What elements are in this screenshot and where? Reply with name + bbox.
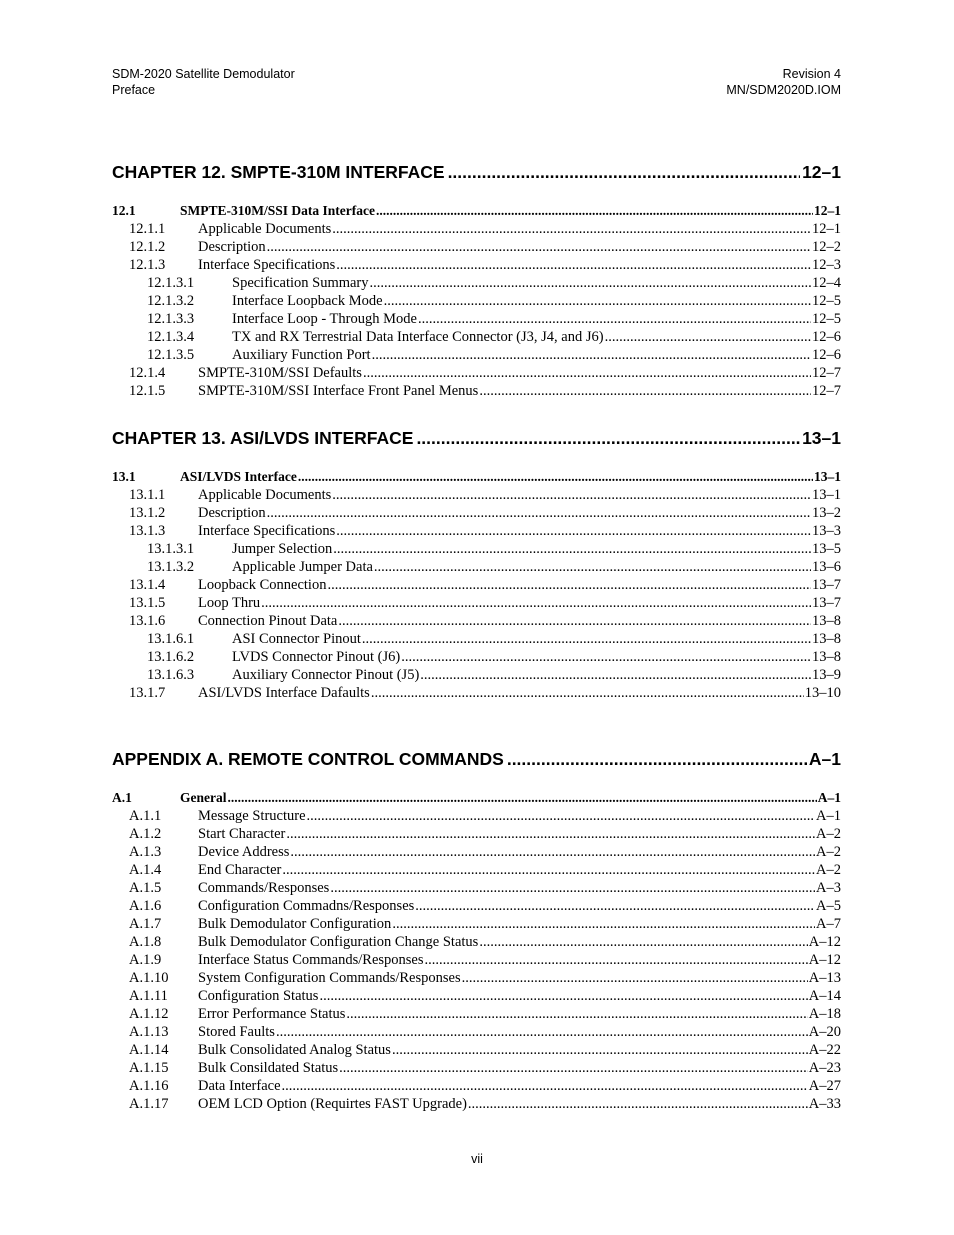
toc-entry-title: Bulk Demodulator Configuration: [198, 916, 392, 932]
toc-entry-page: A–14: [808, 988, 841, 1004]
dot-leader: [267, 504, 811, 522]
toc-entry-title: Device Address: [198, 844, 290, 860]
toc-entry-number: 13.1.6.1: [147, 631, 195, 647]
toc-entry-title: Message Structure: [198, 808, 306, 824]
dot-leader: [338, 612, 811, 630]
dot-leader: [468, 1095, 808, 1113]
dot-leader: [282, 861, 815, 879]
dot-leader: [336, 256, 811, 274]
toc-entry-title: SMPTE-310M/SSI Data Interface: [180, 203, 375, 218]
toc-entry-page: A–18: [808, 1006, 841, 1022]
toc-entry-page: A–1: [817, 790, 841, 805]
header-left: [112, 66, 295, 98]
toc-entry-page: A–2: [816, 862, 841, 878]
toc-entry-title: Description: [198, 239, 266, 255]
toc-entry-page: A–23: [808, 1060, 841, 1076]
toc-entry-title: Applicable Documents: [198, 487, 332, 503]
toc-entry-number: 13.1.1: [129, 487, 166, 503]
toc-entry[interactable]: [112, 382, 841, 400]
toc-entry[interactable]: [112, 666, 841, 684]
toc-entry-number: A.1.10: [129, 970, 169, 986]
toc-entry-title: ASI/LVDS Interface Dafaults: [198, 685, 370, 701]
toc-entry-page: A–13: [808, 970, 841, 986]
dot-leader: [392, 1041, 808, 1059]
toc-entry[interactable]: [112, 1023, 841, 1041]
toc-entry-number: 13.1.6: [129, 613, 166, 629]
toc-entry-page: A–27: [808, 1078, 841, 1094]
dot-leader: [276, 1023, 808, 1041]
toc-entry-number: A.1.15: [129, 1060, 169, 1076]
dot-leader: [346, 1005, 807, 1023]
dot-leader: [282, 1077, 808, 1095]
toc-entry-number: 12.1.4: [129, 365, 166, 381]
toc-entry-title: ASI Connector Pinout: [232, 631, 361, 647]
chapter-page: 13–1: [802, 428, 841, 448]
toc-entry[interactable]: [112, 292, 841, 310]
toc-entry-number: A.1.9: [129, 952, 162, 968]
toc-entry-number: 13.1.5: [129, 595, 166, 611]
toc-entry-title: Specification Summary: [232, 275, 369, 291]
chapter-page: 12–1: [802, 162, 841, 182]
appendix-heading-a[interactable]: [112, 748, 841, 770]
toc-entry-title: Applicable Jumper Data: [232, 559, 373, 575]
toc-entry[interactable]: [112, 861, 841, 879]
toc-entry-number: A.1.5: [129, 880, 162, 896]
toc-entry[interactable]: [112, 843, 841, 861]
dot-leader: [363, 364, 811, 382]
toc-entry-number: A.1.8: [129, 934, 162, 950]
dot-leader: [332, 486, 811, 504]
toc-entry-page: 12–3: [812, 257, 841, 273]
toc-entry[interactable]: [112, 364, 841, 382]
toc-entry[interactable]: [112, 238, 841, 256]
toc-entry-page: 12–2: [812, 239, 841, 255]
chapter-heading-13[interactable]: [112, 427, 841, 449]
header-right: [726, 66, 841, 98]
toc-entry-page: A–12: [808, 952, 841, 968]
dot-leader: [286, 825, 815, 843]
toc-entry-number: 13.1.4: [129, 577, 166, 593]
toc-entry-page: 13–1: [812, 487, 841, 503]
dot-leader: [298, 468, 813, 486]
toc-entry-page: 13–6: [812, 559, 841, 575]
dot-leader: [261, 594, 811, 612]
toc-entry[interactable]: [112, 486, 841, 504]
toc-entry-page: 13–9: [812, 667, 841, 683]
toc-entry-number: 12.1: [112, 203, 136, 218]
dot-leader: [415, 897, 815, 915]
dot-leader: [462, 969, 808, 987]
toc-entry-title: ASI/LVDS Interface: [180, 469, 297, 484]
toc-entry-title: Description: [198, 505, 266, 521]
toc-entry-number: 12.1.3.4: [147, 329, 195, 345]
dot-leader: [425, 951, 808, 969]
toc-entry-number: 12.1.1: [129, 221, 166, 237]
toc-entry-number: 13.1.3: [129, 523, 166, 539]
chapter-title: CHAPTER 12. SMPTE-310M INTERFACE: [112, 162, 445, 182]
dot-leader: [336, 522, 811, 540]
toc-entry[interactable]: [112, 504, 841, 522]
toc-entry[interactable]: [112, 540, 841, 558]
toc-entry-title: Stored Faults: [198, 1024, 275, 1040]
toc-entry-page: A–5: [816, 898, 841, 914]
toc-entry[interactable]: [112, 220, 841, 238]
toc-entry-number: A.1.4: [129, 862, 162, 878]
toc-entry-number: 12.1.3: [129, 257, 166, 273]
toc-entry-title: Connection Pinout Data: [198, 613, 338, 629]
toc-entry[interactable]: [112, 594, 841, 612]
toc-entry-number: A.1.7: [129, 916, 162, 932]
toc-entry[interactable]: [112, 684, 841, 702]
toc-entry-title: Commands/Responses: [198, 880, 330, 896]
dot-leader: [401, 648, 811, 666]
toc-entry-page: 13–7: [812, 577, 841, 593]
toc-entry-number: A.1.13: [129, 1024, 169, 1040]
toc-entry-title: Interface Specifications: [198, 523, 336, 539]
dot-leader: [384, 292, 811, 310]
toc-entry[interactable]: [112, 346, 841, 364]
toc-entry-title: OEM LCD Option (Requirtes FAST Upgrade): [198, 1096, 467, 1112]
toc-entry-number: 13.1.7: [129, 685, 166, 701]
toc-entry[interactable]: [112, 202, 841, 220]
toc-entry-number: A.1.12: [129, 1006, 169, 1022]
toc-entry[interactable]: [112, 825, 841, 843]
toc-entry-number: A.1.16: [129, 1078, 169, 1094]
dot-leader: [307, 807, 816, 825]
toc-entry-number: 13.1.2: [129, 505, 166, 521]
toc-entry-number: A.1.3: [129, 844, 162, 860]
dot-leader: [372, 346, 811, 364]
toc-entry[interactable]: [112, 897, 841, 915]
toc-entry-number: A.1.6: [129, 898, 162, 914]
toc-entry[interactable]: [112, 328, 841, 346]
toc-entry-page: A–20: [808, 1024, 841, 1040]
toc-entry-title: Jumper Selection: [232, 541, 333, 557]
toc-entry-page: A–12: [808, 934, 841, 950]
toc-entry-number: A.1.11: [129, 988, 168, 1004]
dot-leader: [333, 540, 811, 558]
toc-entry-number: A.1.2: [129, 826, 162, 842]
toc-entry[interactable]: [112, 1059, 841, 1077]
dot-leader: [371, 684, 804, 702]
toc-list-chapter-13: [112, 468, 841, 702]
toc-entry-number: 13.1.6.2: [147, 649, 195, 665]
toc-entry-title: Loop Thru: [198, 595, 261, 611]
dot-leader: [370, 274, 811, 292]
toc-entry-page: 13–2: [812, 505, 841, 521]
chapter-heading-12[interactable]: [112, 161, 841, 183]
toc-entry[interactable]: [112, 807, 841, 825]
toc-entry-number: 12.1.3.2: [147, 293, 195, 309]
toc-entry-number: A.1: [112, 790, 132, 805]
toc-entry[interactable]: [112, 1095, 841, 1113]
toc-entry-page: 12–1: [812, 221, 841, 237]
toc-entry-number: A.1.17: [129, 1096, 169, 1112]
toc-entry-title: Start Character: [198, 826, 286, 842]
dot-leader: [416, 427, 800, 449]
toc-entry[interactable]: [112, 468, 841, 486]
toc-entry[interactable]: [112, 915, 841, 933]
toc-entry[interactable]: [112, 789, 841, 807]
dot-leader: [448, 161, 801, 183]
toc-entry[interactable]: [112, 1005, 841, 1023]
dot-leader: [376, 202, 813, 220]
dot-leader: [332, 220, 811, 238]
chapter-title: APPENDIX A. REMOTE CONTROL COMMANDS: [112, 749, 504, 769]
chapter-page: A–1: [808, 749, 841, 769]
toc-entry-title: Auxiliary Function Port: [232, 347, 371, 363]
toc-entry-page: 13–8: [812, 631, 841, 647]
toc-entry-title: Error Performance Status: [198, 1006, 346, 1022]
dot-leader: [267, 238, 811, 256]
toc-entry[interactable]: [112, 1077, 841, 1095]
toc-entry-title: Data Interface: [198, 1078, 281, 1094]
dot-leader: [479, 933, 807, 951]
toc-entry[interactable]: [112, 933, 841, 951]
toc-entry-title: SMPTE-310M/SSI Defaults: [198, 365, 362, 381]
toc-entry-number: 13.1.3.1: [147, 541, 195, 557]
toc-entry-title: Bulk Consolidated Analog Status: [198, 1042, 391, 1058]
toc-entry[interactable]: [112, 648, 841, 666]
toc-entry-title: End Character: [198, 862, 282, 878]
dot-leader: [392, 915, 815, 933]
toc-entry[interactable]: [112, 576, 841, 594]
toc-entry-title: TX and RX Terrestrial Data Interface Connector (J3, J4, and J6): [232, 329, 604, 345]
chapter-title: CHAPTER 13. ASI/LVDS INTERFACE: [112, 428, 414, 448]
toc-entry-page: 12–1: [814, 203, 841, 218]
toc-entry-number: 13.1.3.2: [147, 559, 195, 575]
toc-entry-page: 13–8: [812, 613, 841, 629]
toc-entry-page: A–3: [816, 880, 841, 896]
toc-entry-title: Bulk Consildated Status: [198, 1060, 339, 1076]
toc-entry-page: 12–5: [812, 311, 841, 327]
toc-entry-number: A.1.1: [129, 808, 162, 824]
dot-leader: [228, 789, 817, 807]
toc-entry-page: A–7: [816, 916, 841, 932]
toc-entry-title: Loopback Connection: [198, 577, 327, 593]
dot-leader: [420, 666, 811, 684]
toc-entry-page: A–22: [808, 1042, 841, 1058]
toc-entry-title: Interface Loopback Mode: [232, 293, 383, 309]
dot-leader: [605, 328, 811, 346]
dot-leader: [319, 987, 807, 1005]
toc-entry-number: 12.1.3.3: [147, 311, 195, 327]
toc-entry-page: 13–3: [812, 523, 841, 539]
toc-entry-title: System Configuration Commands/Responses: [198, 970, 461, 986]
header-product-title: SDM-2020 Satellite Demodulator: [112, 67, 295, 81]
toc-entry[interactable]: [112, 558, 841, 576]
toc-entry[interactable]: [112, 522, 841, 540]
toc-entry-number: 12.1.3.5: [147, 347, 195, 363]
toc-entry[interactable]: [112, 1041, 841, 1059]
toc-entry-page: 13–10: [804, 685, 841, 701]
header-revision: Revision 4: [782, 67, 841, 81]
toc-entry-page: 12–4: [812, 275, 841, 291]
toc-entry[interactable]: [112, 879, 841, 897]
toc-entry-title: Configuration Commadns/Responses: [198, 898, 415, 914]
toc-entry-title: Applicable Documents: [198, 221, 332, 237]
toc-entry-title: SMPTE-310M/SSI Interface Front Panel Menus: [198, 383, 479, 399]
header-section: Preface: [112, 83, 156, 97]
dot-leader: [507, 748, 807, 770]
toc-entry[interactable]: [112, 987, 841, 1005]
toc-list-appendix-a: [112, 789, 841, 1113]
toc-entry-page: 12–6: [812, 329, 841, 345]
toc-entry-title: Auxiliary Connector Pinout (J5): [232, 667, 420, 683]
toc-entry-number: 12.1.3.1: [147, 275, 195, 291]
dot-leader: [339, 1059, 808, 1077]
toc-entry-number: A.1.14: [129, 1042, 169, 1058]
toc-entry-page: 12–6: [812, 347, 841, 363]
toc-entry-page: 13–8: [812, 649, 841, 665]
toc-entry-title: General: [180, 790, 227, 805]
dot-leader: [374, 558, 811, 576]
toc-entry-title: LVDS Connector Pinout (J6): [232, 649, 401, 665]
page-number: vii: [471, 1152, 483, 1166]
toc-entry[interactable]: [112, 256, 841, 274]
toc-entry-page: 12–7: [812, 383, 841, 399]
toc-entry-title: Interface Loop - Through Mode: [232, 311, 417, 327]
toc-entry-title: Interface Status Commands/Responses: [198, 952, 424, 968]
dot-leader: [327, 576, 811, 594]
toc-entry[interactable]: [112, 630, 841, 648]
toc-entry[interactable]: [112, 969, 841, 987]
toc-entry-title: Bulk Demodulator Configuration Change Status: [198, 934, 479, 950]
toc-entry[interactable]: [112, 274, 841, 292]
toc-entry-page: A–33: [808, 1096, 841, 1112]
toc-entry-page: A–2: [816, 844, 841, 860]
toc-entry-number: 13.1: [112, 469, 136, 484]
toc-entry-page: 12–7: [812, 365, 841, 381]
dot-leader: [418, 310, 811, 328]
dot-leader: [479, 382, 811, 400]
toc-entry-number: 13.1.6.3: [147, 667, 195, 683]
toc-entry[interactable]: [112, 310, 841, 328]
toc-entry-page: A–1: [816, 808, 841, 824]
toc-entry-title: Configuration Status: [198, 988, 319, 1004]
toc-entry-title: Interface Specifications: [198, 257, 336, 273]
header-doc-number: MN/SDM2020D.IOM: [726, 83, 841, 97]
toc-entry-page: A–2: [816, 826, 841, 842]
dot-leader: [290, 843, 815, 861]
toc-entry-page: 13–1: [814, 469, 841, 484]
toc-entry[interactable]: [112, 951, 841, 969]
toc-entry-page: 13–5: [812, 541, 841, 557]
toc-entry-page: 13–7: [812, 595, 841, 611]
dot-leader: [362, 630, 811, 648]
toc-list-chapter-12: [112, 202, 841, 400]
toc-entry-number: 12.1.2: [129, 239, 166, 255]
dot-leader: [330, 879, 815, 897]
toc-entry-page: 12–5: [812, 293, 841, 309]
toc-entry-number: 12.1.5: [129, 383, 166, 399]
toc-entry[interactable]: [112, 612, 841, 630]
